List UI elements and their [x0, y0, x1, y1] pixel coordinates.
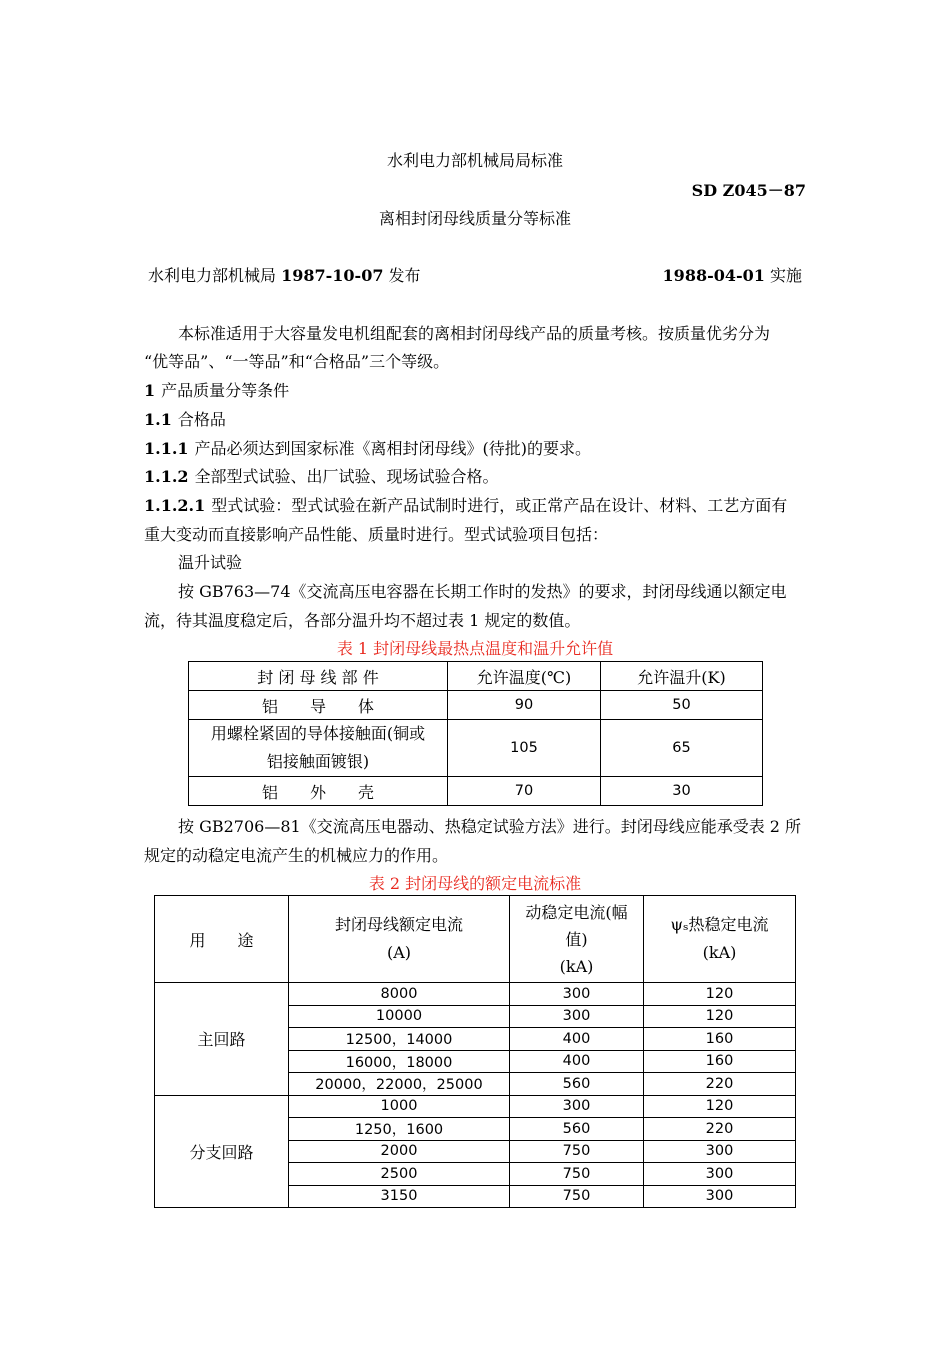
rated-current: 2000: [289, 1140, 510, 1163]
document-title: 离相封闭母线质量分等标准: [378, 209, 571, 228]
thermal-current: 120: [644, 1095, 796, 1118]
rated-current: 12500，14000: [289, 1028, 510, 1051]
table-1-part: 铝 外 壳: [189, 777, 448, 806]
table-1-rise: 30: [601, 777, 763, 806]
dynamic-current: 750: [510, 1185, 644, 1208]
table-1-temp: 70: [448, 777, 601, 806]
publish-info: [148, 266, 421, 286]
table-1-header-rise: 允许温升(K): [601, 662, 763, 691]
temp-paragraph-line-1: 按 GB763—74《交流高压电容器在长期工作时的发热》的要求，封闭母线通以额定电: [178, 582, 787, 601]
thermal-current: 300: [644, 1163, 796, 1186]
rated-current: 1250，1600: [289, 1118, 510, 1141]
table-2-header-current-line-2: (A): [386, 943, 412, 962]
table-2-header-dynamic-line-1: 动稳定电流(幅: [525, 902, 628, 922]
dynamic-current: 300: [510, 983, 644, 1006]
thermal-current: 120: [644, 983, 796, 1006]
table-1-caption: 表 1 封闭母线最热点温度和温升允许值: [336, 639, 614, 658]
section-1-1-text: 合格品: [177, 410, 226, 429]
table-row: [189, 777, 763, 806]
table-row: [155, 983, 796, 1006]
table-row: [189, 691, 763, 720]
temp-rise-heading: 温升试验: [178, 553, 243, 572]
thermal-current: 220: [644, 1073, 796, 1096]
table-1-part-line-2: 铝接触面镀银): [266, 752, 370, 771]
table-1: [188, 661, 763, 806]
dyn-paragraph-line-2: 规定的动稳定电流产生的机械应力的作用。: [144, 846, 449, 865]
group-branch-circuit: 分支回路: [155, 1095, 289, 1208]
rated-current: 10000: [289, 1005, 510, 1028]
table-2-header-row: [155, 896, 796, 983]
section-1: [144, 381, 289, 401]
effective-date: 1988-04-01: [662, 266, 765, 285]
section-1-1-2-number: 1.1.2: [144, 467, 189, 486]
section-1-1-2-1: [144, 496, 787, 516]
dynamic-current: 750: [510, 1163, 644, 1186]
table-1-header-part: 封 闭 母 线 部 件: [189, 662, 448, 691]
thermal-current: 160: [644, 1028, 796, 1051]
rated-current: 2500: [289, 1163, 510, 1186]
intro-line-2: “优等品”、“一等品”和“合格品”三个等级。: [144, 352, 450, 371]
table-1-rise: 65: [601, 720, 763, 777]
dynamic-current: 560: [510, 1073, 644, 1096]
table-2-header-thermal-line-1: ψₛ热稳定电流: [670, 915, 769, 934]
org-title: 水利电力部机械局局标准: [386, 151, 563, 170]
table-1-temp: 105: [448, 720, 601, 777]
table-2-header-thermal-line-2: (kA): [702, 943, 737, 962]
rated-current: 3150: [289, 1185, 510, 1208]
rated-current: 1000: [289, 1095, 510, 1118]
table-2-header-dynamic-line-2: 值): [565, 929, 588, 949]
publish-date: 1987-10-07: [281, 266, 384, 285]
section-1-1-1: [144, 439, 591, 459]
intro-line-1: 本标准适用于大容量发电机组配套的离相封闭母线产品的质量考核。按质量优劣分为: [178, 324, 771, 343]
table-1-header-temp: 允许温度(℃): [448, 662, 601, 691]
thermal-current: 220: [644, 1118, 796, 1141]
dynamic-current: 400: [510, 1028, 644, 1051]
rated-current: 16000，18000: [289, 1050, 510, 1073]
effective-info: [600, 266, 802, 286]
table-row: [189, 720, 763, 777]
dynamic-current: 300: [510, 1095, 644, 1118]
dyn-paragraph-line-1: 按 GB2706—81《交流高压电器动、热稳定试验方法》进行。封闭母线应能承受表 2 所: [178, 817, 802, 836]
effective-suffix: 实施: [769, 266, 802, 285]
standard-code: SD Z045－87: [691, 181, 806, 200]
temp-paragraph-line-2: 流，待其温度稳定后，各部分温升均不超过表 1 规定的数值。: [144, 611, 581, 630]
table-2-header-use: 用 途: [155, 896, 289, 983]
table-2-header-thermal: [644, 896, 796, 983]
table-2-caption: 表 2 封闭母线的额定电流标准: [368, 874, 582, 893]
section-1-1-1-number: 1.1.1: [144, 439, 189, 458]
section-1-1: [144, 410, 226, 430]
rated-current: 20000，22000，25000: [289, 1073, 510, 1096]
table-row: [155, 1095, 796, 1118]
section-1-1-2-1-number: 1.1.2.1: [144, 496, 206, 515]
table-2-header-current: [289, 896, 510, 983]
table-2: [154, 895, 796, 1208]
section-1-1-2: [144, 467, 499, 487]
section-1-1-1-text: 产品必须达到国家标准《离相封闭母线》(待批)的要求。: [194, 439, 592, 458]
section-1-1-number: 1.1: [144, 410, 172, 429]
table-1-part: 铝 导 体: [189, 691, 448, 720]
thermal-current: 120: [644, 1005, 796, 1028]
table-2-header-dynamic-line-3: (kA): [559, 956, 594, 976]
section-1-1-2-1-line-1: 型式试验：型式试验在新产品试制时进行，或正常产品在设计、材料、工艺方面有: [211, 496, 788, 515]
dynamic-current: 300: [510, 1005, 644, 1028]
section-1-1-2-text: 全部型式试验、出厂试验、现场试验合格。: [194, 467, 499, 486]
group-main-circuit: 主回路: [155, 983, 289, 1096]
dynamic-current: 750: [510, 1140, 644, 1163]
table-2-header-current-line-1: 封闭母线额定电流: [334, 915, 463, 934]
table-1-part-line-1: 用螺栓紧固的导体接触面(铜或: [210, 724, 426, 743]
section-1-text: 产品质量分等条件: [161, 381, 290, 400]
thermal-current: 300: [644, 1185, 796, 1208]
thermal-current: 300: [644, 1140, 796, 1163]
publisher: 水利电力部机械局: [148, 266, 277, 285]
section-1-1-2-1-line-2: 重大变动而直接影响产品性能、质量时进行。型式试验项目包括：: [144, 525, 609, 544]
table-1-temp: 90: [448, 691, 601, 720]
publish-suffix: 发布: [388, 266, 421, 285]
table-1-rise: 50: [601, 691, 763, 720]
section-1-number: 1: [144, 381, 156, 400]
table-2-header-dynamic: [510, 896, 644, 983]
dynamic-current: 560: [510, 1118, 644, 1141]
table-1-part: [189, 720, 448, 777]
dynamic-current: 400: [510, 1050, 644, 1073]
table-1-header-row: [189, 662, 763, 691]
thermal-current: 160: [644, 1050, 796, 1073]
rated-current: 8000: [289, 983, 510, 1006]
